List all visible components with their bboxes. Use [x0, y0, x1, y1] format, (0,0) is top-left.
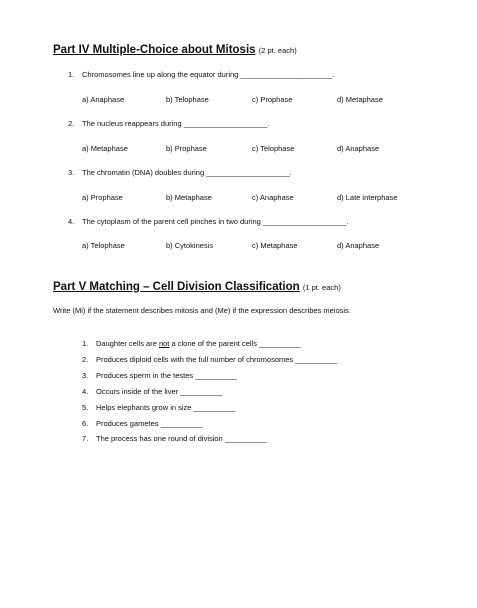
q2-option-d: d) Anaphase	[337, 144, 380, 153]
q3-option-d: d) Late interphase	[337, 193, 398, 202]
item-number: 7.	[82, 434, 89, 443]
question-1	[68, 70, 334, 79]
q4-option-c: c) Metaphase	[252, 241, 298, 250]
question-number: 4.	[68, 217, 75, 226]
q4-option-a: a) Telophase	[82, 241, 125, 250]
q4-option-b: b) Cytokinesis	[166, 241, 214, 250]
q4-option-d: d) Anaphase	[337, 241, 380, 250]
item-text: Occurs inside of the liver __________	[96, 387, 222, 396]
part5-heading	[53, 281, 341, 293]
item-number: 4.	[82, 387, 89, 396]
q3-option-c: c) Anaphase	[252, 193, 294, 202]
matching-item-7	[82, 434, 267, 443]
matching-item-3	[82, 371, 237, 380]
item-number: 5.	[82, 403, 89, 412]
matching-item-4	[82, 387, 222, 396]
item-number: 1.	[82, 339, 89, 348]
part4-title: Part IV Multiple-Choice about Mitosis	[53, 44, 256, 56]
question-3	[68, 168, 292, 177]
item-number: 2.	[82, 355, 89, 364]
question-number: 2.	[68, 119, 75, 128]
part4-points: (2 pt. each)	[258, 46, 297, 55]
item-text: Helps elephants grow in size __________	[96, 403, 236, 412]
q1-option-c: c) Prophase	[252, 95, 293, 104]
q3-option-b: b) Metaphase	[166, 193, 212, 202]
item-text: Daughter cells are	[96, 339, 159, 348]
q1-option-a: a) Anaphase	[82, 95, 125, 104]
question-text: The cytoplasm of the parent cell pinches in two during ____________________.	[82, 217, 349, 226]
item-text-rest: a clone of the parent cells __________	[169, 339, 301, 348]
item-number: 6.	[82, 419, 89, 428]
item-number: 3.	[82, 371, 89, 380]
matching-item-1	[82, 339, 301, 348]
q2-option-c: c) Telophase	[252, 144, 295, 153]
part5-instructions: Write (Mi) if the statement describes mitosis and (Me) if the expression describes meiosis.	[53, 306, 351, 315]
question-number: 1.	[68, 70, 75, 79]
matching-item-2	[82, 355, 337, 364]
item-text: The process has one round of division __________	[96, 434, 267, 443]
question-text: Chromosomes line up along the equator during ______________________.	[82, 70, 335, 79]
q2-option-b: b) Prophase	[166, 144, 207, 153]
item-text: Produces diploid cells with the full number of chromosomes __________	[96, 355, 337, 364]
item-text: Produces sperm in the testes __________	[96, 371, 237, 380]
question-2	[68, 119, 269, 128]
question-text: The nucleus reappears during ____________________.	[82, 119, 270, 128]
question-number: 3.	[68, 168, 75, 177]
matching-item-5	[82, 403, 235, 412]
part4-heading	[53, 44, 297, 56]
q2-option-a: a) Metaphase	[82, 144, 128, 153]
part5-title: Part V Matching – Cell Division Classification	[53, 281, 300, 293]
q1-option-d: d) Metaphase	[337, 95, 383, 104]
q1-option-b: b) Telophase	[166, 95, 209, 104]
item-text: Produces gametes __________	[96, 419, 203, 428]
item-emphasis: not	[158, 339, 170, 348]
question-4	[68, 217, 348, 226]
part5-points: (1 pt. each)	[302, 283, 341, 292]
q3-option-a: a) Prophase	[82, 193, 123, 202]
matching-item-6	[82, 419, 202, 428]
question-text: The chromatin (DNA) doubles during ____________________.	[82, 168, 292, 177]
